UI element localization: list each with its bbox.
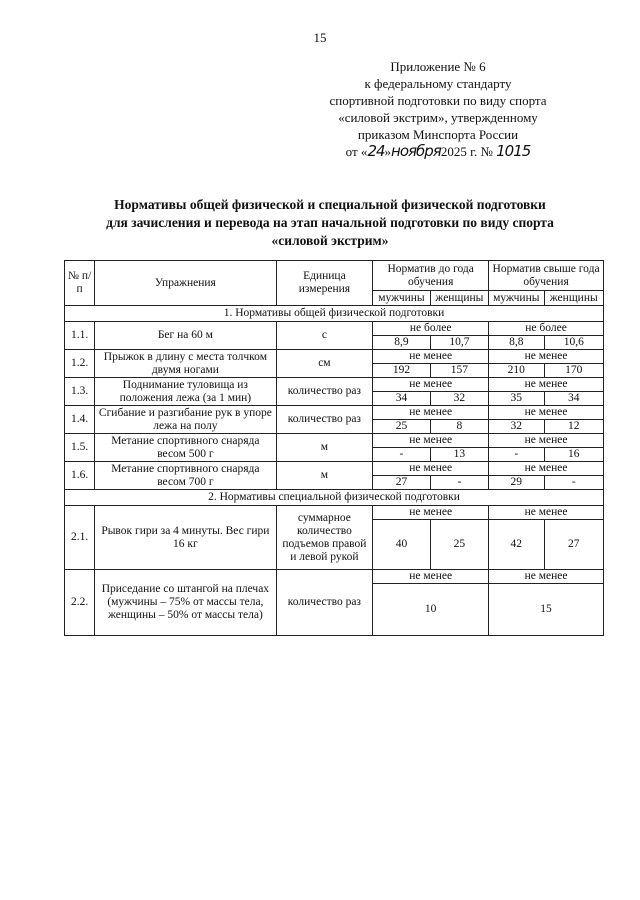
value-men: 8,8 — [489, 336, 544, 350]
appendix-sport: спортивной подготовки по виду спорта — [329, 93, 547, 108]
header-norm-up-to-year: Норматив до года обучения — [373, 261, 489, 291]
value-men: 8,9 — [373, 336, 430, 350]
row-exercise: Метание спортивного снаряда весом 500 г — [95, 434, 276, 462]
value-women: 13 — [430, 448, 488, 462]
row-unit: м — [276, 434, 373, 462]
value-women: 10,6 — [544, 336, 604, 350]
value-combined: 10 — [373, 584, 489, 636]
row-condition: не менее — [489, 378, 604, 392]
value-women: 170 — [544, 364, 604, 378]
row-condition: не менее — [373, 350, 489, 364]
value-men: 34 — [373, 392, 430, 406]
value-women: 157 — [430, 364, 488, 378]
header-unit: Единица измерения — [276, 261, 373, 306]
value-men: 192 — [373, 364, 430, 378]
row-exercise: Прыжок в длину с места толчком двумя ногами — [95, 350, 276, 378]
row-unit: см — [276, 350, 373, 378]
title-line-1: Нормативы общей физической и специальной физической подготовки — [114, 197, 546, 212]
header-women: женщины — [544, 291, 604, 306]
row-unit: количество раз — [276, 406, 373, 434]
row-condition: не менее — [373, 506, 489, 520]
row-num: 1.1. — [65, 322, 95, 350]
header-men: мужчины — [373, 291, 430, 306]
row-unit: м — [276, 462, 373, 490]
header-exercise: Упражнения — [95, 261, 276, 306]
row-condition: не менее — [489, 506, 604, 520]
row-exercise: Приседание со штангой на плечах (мужчины – 75% от массы тела, женщины – 50% от массы тела) — [95, 570, 276, 636]
header-men: мужчины — [489, 291, 544, 306]
row-unit: с — [276, 322, 373, 350]
value-men: 40 — [373, 520, 430, 570]
row-condition: не менее — [489, 406, 604, 420]
date-year: 2025 г. № — [440, 144, 493, 159]
row-num: 2.1. — [65, 506, 95, 570]
value-men: - — [489, 448, 544, 462]
value-combined: 15 — [489, 584, 604, 636]
row-condition: не менее — [489, 462, 604, 476]
row-num: 1.2. — [65, 350, 95, 378]
row-condition: не менее — [373, 406, 489, 420]
value-men: 42 — [489, 520, 544, 570]
handwritten-month: ноября — [391, 142, 441, 160]
header-num: № п/п — [65, 261, 95, 306]
row-condition: не менее — [373, 378, 489, 392]
appendix-order: приказом Минспорта России — [357, 127, 519, 142]
value-men: 32 — [489, 420, 544, 434]
value-women: 10,7 — [430, 336, 488, 350]
value-men: 35 — [489, 392, 544, 406]
value-women: 34 — [544, 392, 604, 406]
value-men: 25 — [373, 420, 430, 434]
row-exercise: Метание спортивного снаряда весом 700 г — [95, 462, 276, 490]
norms-table — [64, 260, 604, 636]
handwritten-day: 24 — [367, 142, 385, 160]
row-unit: количество раз — [276, 378, 373, 406]
value-women: 27 — [544, 520, 604, 570]
row-num: 1.6. — [65, 462, 95, 490]
value-men: 210 — [489, 364, 544, 378]
appendix-number: Приложение № 6 — [390, 59, 486, 74]
title-line-2: для зачисления и перевода на этап начальной подготовки по виду спорта — [106, 215, 554, 230]
date-prefix: от « — [345, 144, 368, 159]
section-special: 2. Нормативы специальной физической подготовки — [65, 490, 604, 506]
value-women: 25 — [430, 520, 488, 570]
value-men: - — [373, 448, 430, 462]
header-women: женщины — [430, 291, 488, 306]
row-condition: не менее — [489, 434, 604, 448]
row-exercise: Рывок гири за 4 минуты. Вес гири 16 кг — [95, 506, 276, 570]
value-women: - — [544, 476, 604, 490]
document-title — [70, 196, 590, 250]
row-unit: суммарное количество подъемов правой и левой рукой — [276, 506, 373, 570]
value-women: - — [430, 476, 488, 490]
row-unit: количество раз — [276, 570, 373, 636]
value-men: 29 — [489, 476, 544, 490]
header-norm-over-year: Норматив свыше года обучения — [489, 261, 604, 291]
appendix-header — [288, 58, 588, 160]
value-women: 12 — [544, 420, 604, 434]
title-line-3: «силовой экстрим» — [271, 233, 389, 248]
row-num: 1.4. — [65, 406, 95, 434]
row-condition: не более — [489, 322, 604, 336]
row-condition: не менее — [489, 570, 604, 584]
value-women: 16 — [544, 448, 604, 462]
appendix-date — [288, 143, 588, 160]
value-women: 32 — [430, 392, 488, 406]
row-exercise: Поднимание туловища из положения лежа (за 1 мин) — [95, 378, 276, 406]
row-condition: не менее — [373, 462, 489, 476]
row-exercise: Бег на 60 м — [95, 322, 276, 350]
row-condition: не менее — [373, 434, 489, 448]
row-num: 2.2. — [65, 570, 95, 636]
date-quote: » — [384, 144, 392, 159]
appendix-approved: «силовой экстрим», утвержденному — [338, 110, 538, 125]
section-general: 1. Нормативы общей физической подготовки — [65, 306, 604, 322]
appendix-standard: к федеральному стандарту — [364, 76, 512, 91]
row-num: 1.5. — [65, 434, 95, 462]
value-women: 8 — [430, 420, 488, 434]
row-condition: не менее — [373, 570, 489, 584]
row-exercise: Сгибание и разгибание рук в упоре лежа на полу — [95, 406, 276, 434]
row-num: 1.3. — [65, 378, 95, 406]
handwritten-number: 1015 — [496, 142, 531, 160]
row-condition: не более — [373, 322, 489, 336]
value-men: 27 — [373, 476, 430, 490]
page-number: 15 — [313, 30, 327, 45]
row-condition: не менее — [489, 350, 604, 364]
